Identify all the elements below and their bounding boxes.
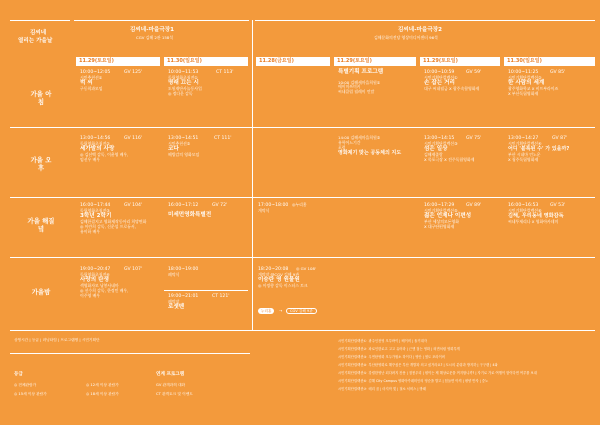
venue2-sub: 김해문화의전당 영상미디어센터 96석 xyxy=(374,35,438,40)
row-label-afternoon: 가을 오후 xyxy=(30,156,52,172)
session-badge: GV 85' xyxy=(550,70,566,75)
session-v1-sun-dusk[interactable] xyxy=(168,203,211,218)
venue-pill-cgv: CGV 김해 9관 xyxy=(286,308,317,314)
session-crew-2: X 목포극장 X 전주독립영화제 xyxy=(424,156,475,162)
session-crew: 김해제줄람 xyxy=(424,151,443,157)
session-title: 코다 xyxy=(168,146,179,153)
session-category: 시민기획단컬렉션② xyxy=(508,74,542,80)
session-title: 사랑의 탄생 xyxy=(80,277,109,284)
session-crew: 색영화자모 낭봉사네마 xyxy=(80,282,119,288)
session-title: 섬은 일상 xyxy=(424,146,448,153)
date-header-v1-sun: 11.30(일요일) xyxy=(164,57,248,66)
session-badge: ◎누리홈 xyxy=(292,202,307,207)
session-category: 시민추천선① xyxy=(80,74,103,80)
session-badge: ◎ GV 108' xyxy=(296,266,317,271)
divider-v1-v2 xyxy=(252,20,253,330)
program-title: 연계 프로그램 xyxy=(156,372,185,377)
session-title: 폐막식 xyxy=(168,271,180,277)
special-program-line: 씨네클럽 필레이 언맘 xyxy=(338,89,375,95)
session-title: 3학년 2학기 xyxy=(80,213,112,220)
session-category: 시민기획단컬렉션⑤ xyxy=(424,207,458,213)
legend-item: 시민기획단 xyxy=(81,338,100,342)
session-time: 18:20~20:08 xyxy=(258,267,289,272)
rating-title: 등급 xyxy=(14,372,23,377)
program-gv: GV 관객과의 대화 xyxy=(156,383,186,387)
special-program-line: 14:00 김해새마을희원② xyxy=(338,135,381,140)
note-row: 시민기획단컬렉션⑤ 강렬한영난 되다려지 잔용 | 점봉우리 | 원이는 제 해상로운을 꺼지합니까? | 자기로 가로 여행이 함이다면 여루를 보내 xyxy=(338,371,537,375)
session-badge: CT 121' xyxy=(212,294,230,299)
rating-18: ◎ 18세 이상 관람가 xyxy=(86,392,119,396)
session-v2-fri-opening-ceremony[interactable] xyxy=(258,203,288,213)
venue1-sub: CGV 김해 2관 158석 xyxy=(136,35,174,40)
row-label-morning: 가을 아침 xyxy=(30,90,52,106)
session-title: 손 잡는 거리 xyxy=(424,80,455,87)
cell-divider xyxy=(164,290,248,291)
session-crew: 대구 씨네필금 X 광주속합영화제 xyxy=(424,85,480,91)
legend-item: 프로그램명 xyxy=(60,338,79,342)
session-badge: GV 116' xyxy=(124,136,143,141)
rating-all: ◎ 전체관람가 xyxy=(14,383,37,387)
date-header-v2-sun: 11.30(일요일) xyxy=(504,57,595,66)
venue2-title: 김씨네-마을극장2 xyxy=(398,27,443,33)
special-program-line: 포럼 xyxy=(338,144,346,150)
session-time: 19:00~21:01 xyxy=(168,294,199,299)
legend-top-row: 상영시간 | 등급 | 러닝타임 | 프로그램명 | 시민기획단 xyxy=(14,338,100,342)
arrow-right-icon: → xyxy=(279,308,283,313)
session-time: 10:00~11:25 xyxy=(508,70,539,75)
session-badge: GV 59' xyxy=(466,70,482,75)
session-category: 독립영화초청전① xyxy=(168,74,198,80)
session-time: 13:00~14:51 xyxy=(168,136,199,141)
session-time: 19:00~20:47 xyxy=(80,267,111,272)
session-badge: GV 89' xyxy=(466,203,482,208)
session-time: 16:00~17:44 xyxy=(80,203,111,208)
legend-item: 러닝타임 xyxy=(42,338,57,342)
note-row: 시민기획단컬렉션⑦ 매리 꿈 | 마지막 빛 | 절소 서비스 | 방때 xyxy=(338,387,426,391)
row-line-4 xyxy=(10,330,595,331)
session-time: 13:00~14:56 xyxy=(80,136,111,141)
session-time: 10:00~10:59 xyxy=(424,70,455,75)
session-time: 13:00~14:15 xyxy=(424,136,455,141)
legend-item: 등급 xyxy=(31,338,39,342)
session-crew: 부산 세상의모든영화 xyxy=(424,218,460,224)
session-v1-sun-closing-ceremony[interactable] xyxy=(168,267,198,277)
left-title-line1: 김씨네 xyxy=(30,30,47,36)
session-crew-3: 이주영 배우 xyxy=(80,292,101,298)
session-title: 벅 씨 xyxy=(80,80,93,87)
session-v1-sun-afternoon[interactable] xyxy=(168,136,199,158)
session-badge: GV 125' xyxy=(124,70,143,75)
session-title: 로셋벤 xyxy=(168,304,185,311)
session-crew-2: X 부산독립영화제 xyxy=(508,90,539,96)
row-line-1 xyxy=(10,127,595,128)
session-crew: 구동희과모임 xyxy=(80,85,103,91)
session-category: 폐막작 xyxy=(168,298,180,304)
session-title: 젊은 언제나 이편성 xyxy=(424,213,472,220)
top-border-left xyxy=(10,20,70,21)
session-crew: 김해한결지고 영화제작동아리 희망면화 xyxy=(80,218,147,224)
session-badge: GV 75' xyxy=(466,136,482,141)
session-category: 시민기획단컬렉션④ xyxy=(508,140,542,146)
notes-list xyxy=(338,337,537,393)
special-program-afternoon[interactable] xyxy=(338,136,401,157)
special-program-morning[interactable] xyxy=(338,69,383,95)
special-program-title: 영화제기 맞는 공동체의 지도 xyxy=(338,150,402,157)
row-line-2 xyxy=(10,197,595,198)
row-line-3 xyxy=(10,257,595,258)
special-program-line: 10:00 김해새마을희원① xyxy=(338,79,381,85)
session-v1-sat-afternoon[interactable] xyxy=(80,136,128,163)
session-crew-2: X 대구단편영화제 xyxy=(424,223,455,229)
session-time: 13:00~14:27 xyxy=(508,136,539,141)
venue-pill-nurihall: 누리홈 xyxy=(258,308,274,314)
row-label-night: 가을밤 xyxy=(31,288,51,296)
session-time: 16:00~16:53 xyxy=(508,203,539,208)
session-badge: CT 111' xyxy=(214,136,232,141)
session-time: 10:00~12:05 xyxy=(80,70,111,75)
rating-12: ◎ 12세 이상 관람가 xyxy=(86,383,119,387)
session-category: 시민기획단컬렉션① xyxy=(424,74,458,80)
session-crew-2: ◎ 정다운 감독 xyxy=(168,90,193,96)
session-crew-2: X 청주독립영화제 xyxy=(508,156,539,162)
note-row: 시민기획단컬렉션① 광주인천영 모투바이 | 베이비 | 돌거대자 xyxy=(338,339,427,343)
rating-15: ◎ 15세 이상 관람가 xyxy=(14,392,47,396)
session-title: 명래 끄는 시 xyxy=(168,80,199,87)
session-v1-sun-morning[interactable] xyxy=(168,70,202,97)
session-crew: 씨네투제리나 X 영화아카데미 xyxy=(508,218,559,224)
session-time: 16:00~17:29 xyxy=(424,203,455,208)
session-badge: GV 72' xyxy=(212,203,228,208)
note-row: 시민기획단컬렉션④ 부산탄영화로 해꾸싶은 부산 개발과 의고 싶거라요? | 도시의 분령과 방지하 | 구구랜 | 4와 xyxy=(338,363,498,367)
session-category: 독립영화초청전④ xyxy=(80,271,110,277)
session-crew: 부산 시네마 언노운 xyxy=(508,151,541,157)
session-time: 17:00~18:00 xyxy=(258,203,289,208)
session-crew-3: 유이하 배우 xyxy=(80,228,101,234)
date-header-v2-sat: 11.29(토요일) xyxy=(334,57,416,66)
session-v2-sat2-dusk[interactable] xyxy=(424,203,471,230)
session-category: 시민추천선② xyxy=(168,140,191,146)
special-program-line: 에이미쓰미키 xyxy=(338,84,361,90)
session-v1-sat-morning[interactable] xyxy=(80,70,110,92)
session-badge: GV 107' xyxy=(124,267,143,272)
venue1-title: 김씨네-마을극장1 xyxy=(130,27,175,33)
session-crew: ◎ 김선백 감독, 이윤영 배우, xyxy=(80,151,129,157)
date-header-v2-sat2: 11.29(토요일) xyxy=(420,57,500,66)
note-row: 시민기획단컬렉션② 파로인한로고 고고 유어라 | 근엔 접는 영화 | 외면처럼 영화투게 xyxy=(338,347,460,351)
session-crew-2: 임선우 배우 xyxy=(80,156,101,162)
session-time: 18:00~19:00 xyxy=(168,267,199,272)
session-title: 이승란 영 원물원 xyxy=(258,277,300,284)
session-title: 한 사람의 세계 xyxy=(508,80,545,87)
session-crew-2: ◎ 선수희 감독, 한정민 배우, xyxy=(80,287,129,293)
session-title: 개막식 xyxy=(258,207,270,213)
session-title: 어디 '블록된 수' 가 있을까? xyxy=(508,146,570,153)
row-line-5 xyxy=(10,353,250,354)
session-category: 개막작 @CGV 김해 9관 xyxy=(258,271,300,277)
session-crew-2: ◎ 이란희 감독, 신운섭 프로듀서, xyxy=(80,223,136,229)
session-badge: GV 87' xyxy=(552,136,568,141)
session-category: 시민기획단컬렉션③ xyxy=(424,140,458,146)
session-v1-sun-closing-film[interactable] xyxy=(168,294,198,311)
session-title: 세가발의 사랑 xyxy=(80,146,115,153)
top-border-v2 xyxy=(255,20,595,21)
session-title: 김해, 우리동네 영화감독 xyxy=(508,213,564,220)
session-time: 16:00~17:12 xyxy=(168,203,199,208)
session-title: 미세먼영화특별전 xyxy=(168,211,212,218)
special-program-title: 특별기획 프로그램 xyxy=(338,69,384,75)
date-header-v1-sat: 11.29(토요일) xyxy=(76,57,160,66)
program-ct: CT 관객토크 및 이벤트 xyxy=(156,392,193,396)
session-badge: CT 113' xyxy=(216,70,234,75)
legend-item: 상영시간 xyxy=(14,338,29,342)
session-crew: 광주영화학교 X 비프부라이즈 xyxy=(508,85,559,91)
note-row: 시민기획단컬렉션⑥ 김해 City Campus 영화아카데미인의 영순을 발고 | 힘들면 아직 | 평양 반자 | 중노 xyxy=(338,379,489,383)
date-header-v2-fri: 11.28(금요일) xyxy=(256,57,330,66)
special-program-line: 유학어느기간 xyxy=(338,139,361,145)
session-crew: ◎ 이정향 감독 이스터스 토크 xyxy=(258,282,308,288)
session-badge: GV 104' xyxy=(124,203,143,208)
session-v1-sat-night[interactable] xyxy=(80,267,128,298)
session-crew: 도원재단사놀동사업 xyxy=(168,85,202,91)
top-border-v1 xyxy=(74,20,249,21)
session-badge: GV 53' xyxy=(550,203,566,208)
session-time: 10:00~11:53 xyxy=(168,70,199,75)
session-category: 독립영화초청전③ xyxy=(80,207,110,213)
session-crew: 해방감의 영화모임 xyxy=(168,151,200,157)
session-category: 독립영화초청전② xyxy=(80,140,110,146)
left-title-line2: 열리는 가을날 xyxy=(18,38,53,44)
row-label-dusk: 가을 해질녘 xyxy=(27,217,55,233)
note-row: 시민기획단컬렉션③ 우연탄영화 모두가뭔소 하이다 | 영안 | 옆도 포라이버 xyxy=(338,355,445,359)
session-category: 시민기획단컬렉션⑥ xyxy=(508,207,542,213)
